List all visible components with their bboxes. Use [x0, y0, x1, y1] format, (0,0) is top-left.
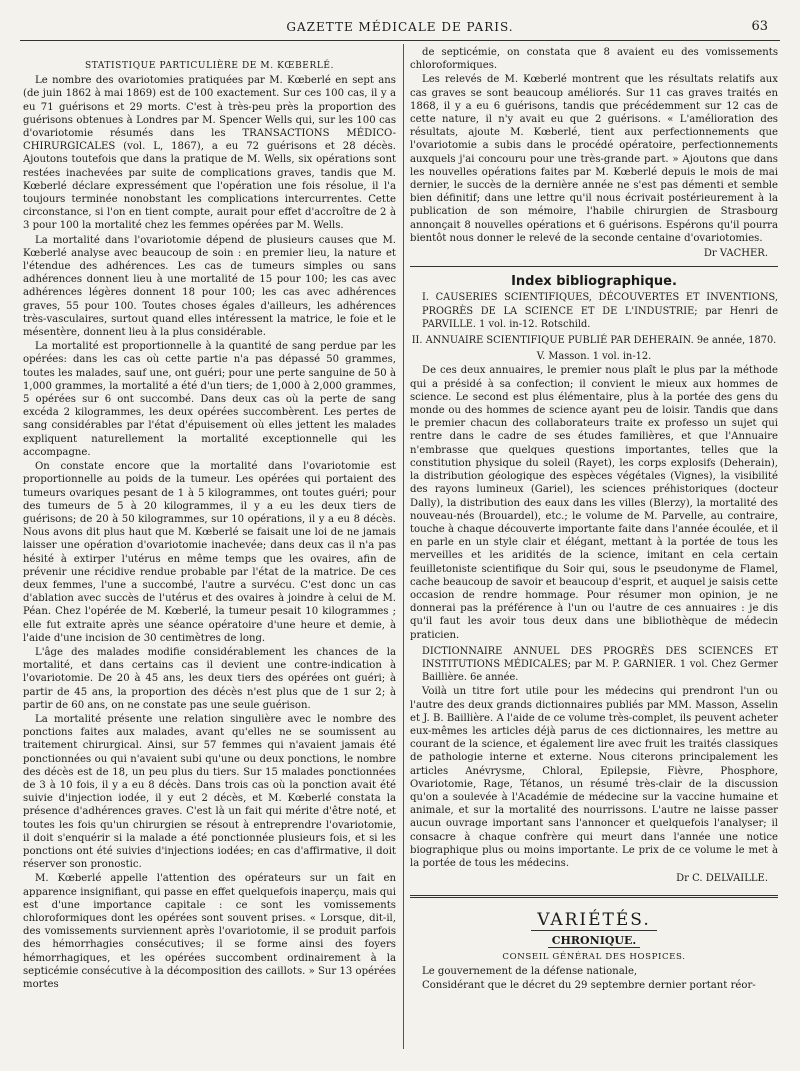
section-heading-varietes — [410, 910, 778, 931]
paragraph: La mortalité dans l'ovariotomie dépend de plusieurs causes que M. Kœberlé analyse avec beaucoup de soin : en premier lieu, la nature et l'étendue des adhérences. Les cas de tumeurs simples ou sans adhérences donnent lieu à une mortalité de 15 pour 100; les cas avec adhérences légères donnent 18 pour 100; les cas avec adhérences graves, 55 pour 100. Toutes choses égales d'ailleurs, les adhérences très-vasculaires, surtout quand elles intéressent la matrice, le foie et le mésentère, donnent lieu à la plus considérable. — [23, 234, 396, 339]
bibliography-entry: I. CAUSERIES SCIENTIFIQUES, DÉCOUVERTES ET INVENTIONS, PROGRÈS DE LA SCIENCE ET DE L'INDUSTRIE; par Henri de PARVILLE. 1 vol. in-12. Rotschild. — [422, 292, 778, 330]
paragraph: Le nombre des ovariotomies pratiquées par M. Kœberlé en sept ans (de juin 1862 à mai 1869) est de 100 exactement. Sur ces 100 cas, il y a eu 71 guérisons et 29 morts. C'est à très-peu près la proportion des guérisons obtenues à Londres par M. Spencer Wells qui, sur les 100 cas d'ovariotomie résumés dans les TRANSACTIONS MÉDICO-CHIRURGICALES (vol. L, 1867), a eu 72 guérisons et 28 décès. Ajoutons toutefois que dans la pratique de M. Wells, six opérations sont restées inachevées par suite de complications graves, tandis que M. Kœberlé déclare expressément que l'opération une fois résolue, il l'a toujours terminée nonobstant les complications intercurrentes. Cette circonstance, si l'on en tient compte, aurait pour effet d'accroître de 2 à 3 pour 100 la mortalité chez les femmes opérées par M. Wells. — [23, 75, 396, 232]
paragraph: Considérant que le décret du 29 septembre dernier portant réor- — [422, 980, 756, 992]
paragraph: On constate encore que la mortalité dans l'ovariotomie est proportionnelle au poids de la tumeur. Les opérées qui portaient des tumeurs ovariques pesant de 1 à 5 kilogrammes, ont toutes guéri; pour des tumeurs de 5 à 20 kilogrammes, il y a eu les deux tiers de guérisons; de 20 à 50 kilogrammes, sur 10 opérations, il y a eu 8 décès. Nous avons dit plus haut que M. Kœberlé se faisait une loi de ne jamais laisser une opération d'ovariotomie inachevée; dans deux cas il n'a pas hésité à extirper l'utérus en même temps que les ovaires, afin de prévenir une récidive rendue probable par l'état de la matrice. De ces deux femmes, l'une a succombé, l'autre a survécu. C'est donc un cas d'ablation avec succès de l'utérus et des ovaires à joindre à celui de M. Péan. Chez l'opérée de M. Kœberlé, la tumeur pesait 10 kilogrammes ; elle fut extraite après une séance opératoire d'une heure et demie, à l'aide d'une incision de 30 centimètres de long. — [23, 461, 396, 644]
subheading-conseil: CONSEIL GÉNÉRAL DES HOSPICES. — [502, 951, 686, 962]
paragraph: La mortalité est proportionnelle à la quantité de sang perdue par les opérées: dans les cas où cette partie n'a pas dépassé 50 grammes, toutes les malades, sauf une, ont guéri; pour une perte sanguine de 50 à 1,000 grammes, la mortalité a été d'un tiers; de 1,000 à 2,000 grammes, 5 opérées sur 6 ont succombé. Dans deux cas où la perte de sang excéda 2 kilogrammes, les deux opérées succombèrent. Les pertes de sang considérables par l'état d'épuisement où elles jettent les malades expliquent naturellement la mortalité exceptionnelle qui les accompagne. — [23, 341, 396, 458]
chronique-label: CHRONIQUE. — [548, 934, 640, 948]
left-column — [23, 46, 396, 1052]
paragraph: Les relevés de M. Kœberlé montrent que les résultats relatifs aux cas graves se sont beaucoup améliorés. Sur 11 cas graves traités en 1868, il y a eu 6 guérisons, tandis que précédemment sur 12 cas de cette nature, il n'y avait eu que 2 guérisons. « L'amélioration des résultats, ajoute M. Kœberlé, tient aux perfectionnements que l'ovariotomie a subis dans le procédé opératoire, perfectionnements auxquels j'ai concouru pour une très-grande part. » Ajoutons que dans les nouvelles opérations faites par M. Kœberlé depuis le mois de mai dernier, le succès de la dernière année ne s'est pas démenti et semble bien définitif; dans une lettre qu'il nous écrivait postérieurement à la publication de son mémoire, l'habile chirurgien de Strasbourg annonçait 8 nouvelles opérations et 6 guérisons. Espérons qu'il pourra bientôt nous donner le relevé de la seconde centaine d'ovariotomies. — [410, 74, 778, 244]
page-number: 63 — [751, 19, 768, 34]
review-paragraph: Voilà un titre fort utile pour les médecins qui prendront l'un ou l'autre des deux grands dictionnaires publiés par MM. Masson, Asselin et J. B. Baillière. A l'aide de ce volume très-complet, ils peuvent acheter eux-mêmes les articles déjà parus de ces dictionnaires, les mettre au courant de la science, et également lire avec fruit les traités classiques de pathologie interne et externe. Nous citerons principalement les articles Anévrysme, Chloral, Epilepsie, Fièvre, Phosphore, Ovariotomie, Rage, Tétanos, un résumé très-clair de la discussion qu'on a soulevée à l'Académie de médecine sur la vaccine humaine et animale, et sur la mortalité des nourrissons. L'autre ne laisse passer aucun ouvrage important sans l'annoncer et quelquefois l'analyser; il consacre à chaque confrère qui meurt dans l'année une notice biographique plus ou moins importante. Le prix de ce volume le met à la portée de tous les médecins. — [410, 686, 778, 869]
section-double-rule — [410, 895, 778, 898]
section-heading-statistique: STATISTIQUE PARTICULIÈRE DE M. KŒBERLÉ. — [84, 61, 335, 71]
section-heading-chronique — [410, 934, 778, 947]
bibliography-entry-publisher: V. Masson. 1 vol. in-12. — [536, 351, 652, 363]
page-header — [20, 20, 780, 40]
paragraph: La mortalité présente une relation singulière avec le nombre des ponctions faites aux malades, avant qu'elles ne se soumissent au traitement chirurgical. Ainsi, sur 57 femmes qui n'avaient jamais été ponctionnées ou qui n'avaient subi qu'une ou deux ponctions, le nombre des décès est de 18, un peu plus du tiers. Sur 15 malades ponctionnées de 3 à 10 fois, il y a eu 8 décès. Dans trois cas où la ponction avait été suivie d'injection iodée, il y eut 2 décès, et M. Kœberlé constata la présence d'adhérences graves. C'est là un fait qui mérite d'être noté, et toutes les fois qu'un chirurgien se résout à entreprendre l'ovariotomie, il doit s'enquérir si la malade a été ponctionnée plusieurs fois, et si les ponctions ont été suivies d'injections iodées; en cas d'affirmative, il doit réserver son pronostic. — [23, 713, 396, 871]
right-column — [410, 46, 778, 1052]
paragraph: de septicémie, on constata que 8 avaient eu des vomissements chloroformiques. — [410, 47, 778, 72]
bibliography-entry: II. ANNUAIRE SCIENTIFIQUE PUBLIÉ PAR DEHERAIN. 9e année, 1870. — [411, 335, 777, 347]
section-heading-index: Index bibliographique. — [511, 274, 677, 290]
bibliography-entry: DICTIONNAIRE ANNUEL DES PROGRÈS DES SCIENCES ET INSTITUTIONS MÉDICALES; par M. P. GARNIER. 1 vol. Chez Germer Baillière. 6e année. — [422, 645, 778, 684]
varietes-label: VARIÉTÉS. — [531, 910, 657, 931]
journal-title: GAZETTE MÉDICALE DE PARIS. — [286, 20, 514, 34]
paragraph: Le gouvernement de la défense nationale, — [422, 966, 638, 977]
section-rule — [410, 266, 778, 267]
paragraph: L'âge des malades modifie considérablement les chances de la mortalité, et dans certains cas il devient une contre-indication à l'ovariotomie. De 20 à 45 ans, les deux tiers des opérées ont guéri; à partir de 45 ans, la proportion des décès n'est plus que de 1 sur 2; à partir de 60 ans, on ne constate pas une seule guérison. — [23, 646, 396, 711]
review-paragraph: De ces deux annuaires, le premier nous plaît le plus par la méthode qui a présidé à sa confection; il convient le mieux aux hommes de science. Le second est plus élémentaire, plus à la portée des gens du monde ou des hommes de science ayant peu de loisir. Tandis que dans le premier chacun des collaborateurs traite ex professo un sujet qui rentre dans le cadre de ses études familières, et que l'Annuaire n'embrasse que quelques questions importantes, telles que la constitution physique du soleil (Rayet), les corps explosifs (Deherain), la distribution géologique des espèces végétales (Vignes), la visibilité des rayons lumineux (Gariel), les sciences préhistoriques (docteur Dally), la distribution des eaux dans les villes (Blerzy), la mortalité des nouveau-nés (Brouardel), etc.; le volume de M. Parvelle, au contraire, touche à chaque découverte importante faite dans l'année écoulée, et il en parle en un style clair et élégant, mettant à la portée de tous les merveilles et les aridités de la science, imitant en cela certain feuilletoniste scientifique du Soir qui, sous le pseudonyme de Flamel, cache beaucoup de savoir et beaucoup d'esprit, et auquel je saisis cette occasion de rendre hommage. Pour résumer mon opinion, je ne donnerai pas la préférence à l'un ou l'autre de ces annuaires : je dis qu'il faut les avoir tous deux dans une bibliothèque de médecin praticien. — [410, 365, 778, 641]
column-divider — [403, 44, 404, 1049]
paragraph: M. Kœberlé appelle l'attention des opérateurs sur un fait en apparence insignifiant, qui passe en effet quelquefois inaperçu, mais qui est d'une importance capitale : ce sont les vomissements chloroformiques dont les opérées sont souvent prises. « Lorsque, dit-il, des vomissements surviennent après l'ovariotomie, il se produit parfois des hémorrhagies consécutives; il se forme ainsi des foyers hémorrhagiques, et les opérées succombent ordinairement à la septicémie consécutive à la décomposition des caillots. » Sur 13 opérées mortes — [23, 873, 396, 991]
author-signature: Dr C. DELVAILLE. — [676, 873, 768, 885]
header-rule — [20, 40, 780, 41]
author-signature: Dr VACHER. — [703, 248, 768, 260]
